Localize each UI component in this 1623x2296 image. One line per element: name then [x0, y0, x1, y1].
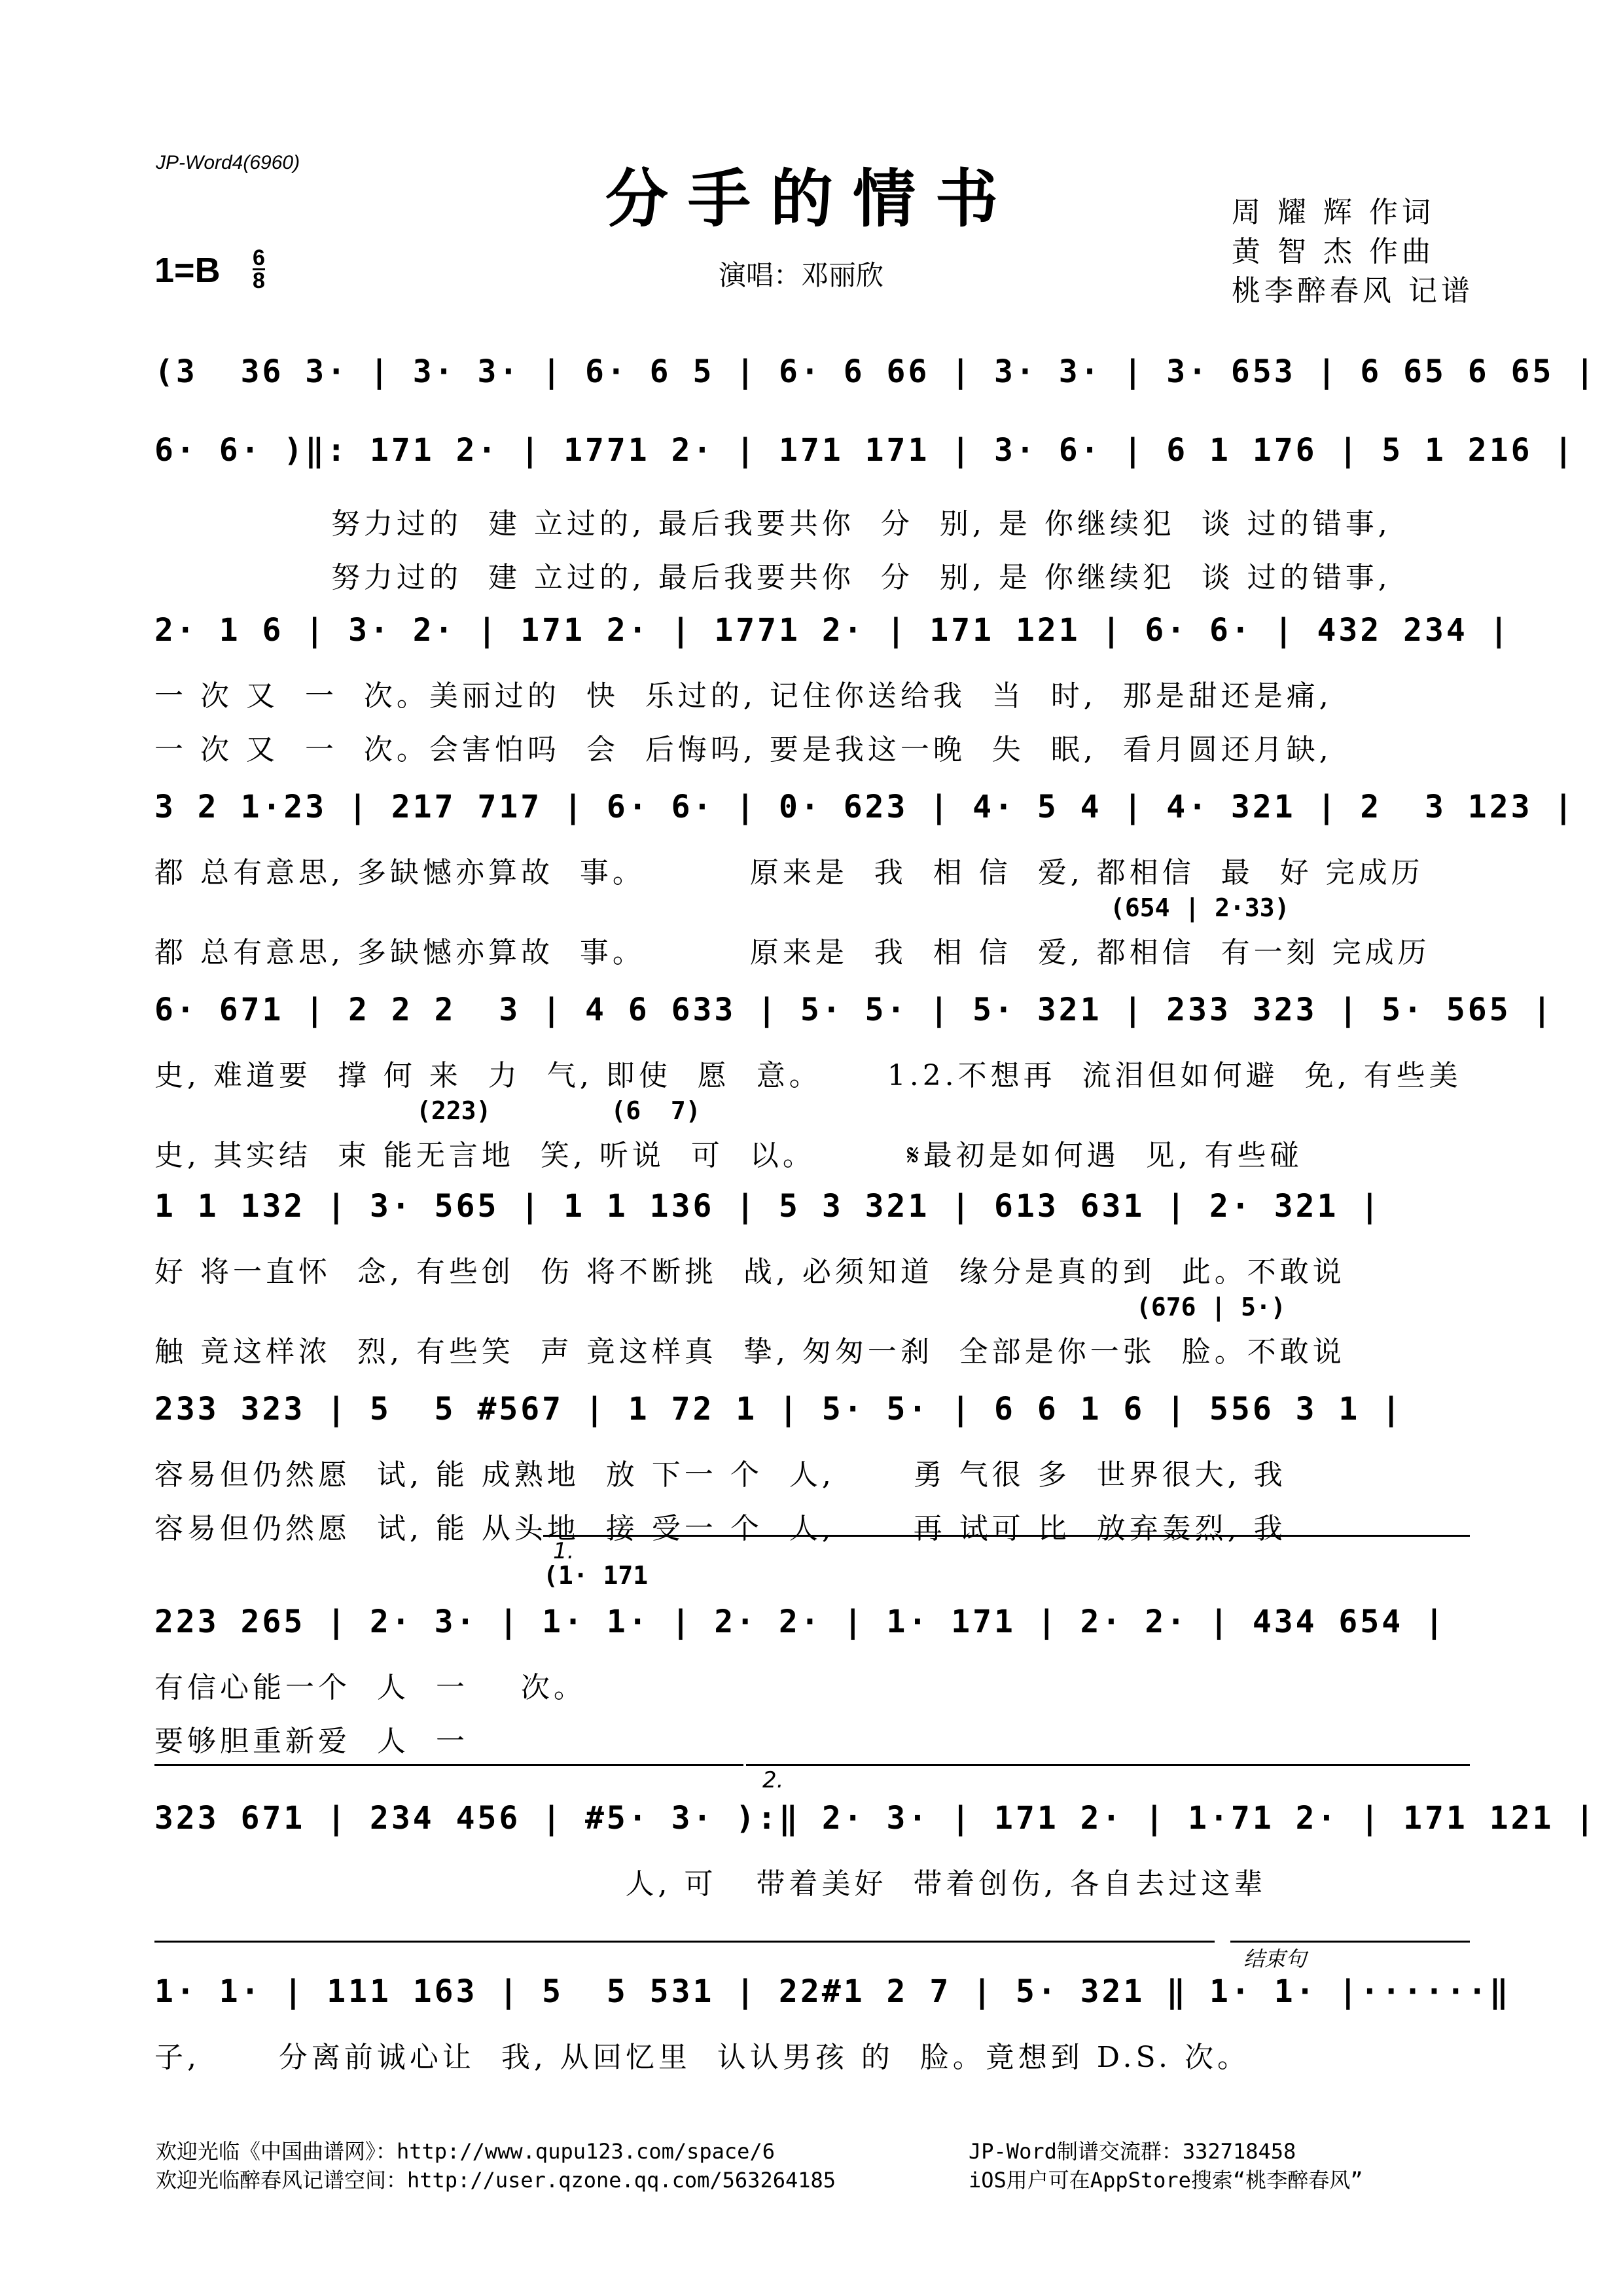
- lyric-line-1: 人, 可 带着美好 带着创伤, 各自去过这辈: [154, 1867, 1267, 1901]
- system-9: [154, 1800, 1597, 1902]
- time-signature: [253, 247, 265, 291]
- footer-line-1-right: JP-Word制谱交流群：332718458: [969, 2139, 1296, 2164]
- system-7: [154, 1391, 1470, 1547]
- notation-line: 323 671 | 234 456 | #5· 3· ):‖ 2· 3· | 171 2· | 1·71 2· | 171 121 |: [154, 1800, 1597, 1837]
- key-signature: 1=B: [154, 251, 221, 290]
- volta-2-label: 2.: [762, 1767, 784, 1793]
- lyric-line-1: 一 次 又 一 次。美丽过的 快 乐过的, 记住你送给我 当 时, 那是甜还是痛,: [154, 679, 1332, 713]
- volta-1-continuation: [154, 1764, 743, 1766]
- lyric-line-2: 触 竟这样浓 烈, 有些笑 声 竟这样真 挚, 匆匆一刹 全部是你一张 脸。不敢说: [154, 1335, 1346, 1369]
- footer-line-1-left: 欢迎光临《中国曲谱网》：http://www.qupu123.com/space/6: [156, 2139, 775, 2164]
- system-5: [154, 992, 1554, 1174]
- notation-line: 6· 6· )‖: 171 2· | 1771 2· | 171 171 | 3· 6· | 6 1 176 | 5 1 216 |: [154, 432, 1576, 469]
- volta-2-continuation: [154, 1941, 1215, 1943]
- volta-1-label: 1.: [553, 1538, 575, 1564]
- footer-line-2-left: 欢迎光临醉春风记谱空间：http://user.qzone.qq.com/563264185: [156, 2168, 836, 2193]
- time-top: 6: [253, 245, 265, 270]
- alternate-notes: (223) (6 7): [416, 1096, 701, 1125]
- lyric-line-2: 都 总有意思, 多缺憾亦算故 事。 原来是 我 相 信 爱, 都相信 有一刻 完成历: [154, 936, 1431, 969]
- lyric-line-1: 好 将一直怀 念, 有些创 伤 将不断挑 战, 必须知道 缘分是真的到 此。不敢说: [154, 1255, 1346, 1289]
- song-title: 分手的情书: [605, 162, 1018, 236]
- lyric-line-2: 史, 其实结 束 能无言地 笑, 听说 可 以。 𝄋最初是如何遇 见, 有些碰: [154, 1139, 1303, 1172]
- system-1: [154, 353, 1597, 390]
- singer-label: 演唱：邓丽欣: [719, 259, 884, 291]
- lyricist: 周 耀 辉 作词: [1232, 196, 1435, 229]
- lyric-line-1: 容易但仍然愿 试, 能 成熟地 放 下一 个 人, 勇 气很 多 世界很大, 我: [154, 1458, 1287, 1492]
- alternate-notes: (654 | 2·33): [1110, 893, 1290, 922]
- notation-line: (3 36 3· | 3· 3· | 6· 6 5 | 6· 6 66 | 3· 3· | 3· 653 | 6 65 6 65 |: [154, 353, 1597, 390]
- notation-line: 2· 1 6 | 3· 2· | 171 2· | 1771 2· | 171 121 | 6· 6· | 432 234 |: [154, 612, 1511, 649]
- lyric-line-1: 努力过的 建 立过的, 最后我要共你 分 别, 是 你继续犯 谈 过的错事,: [331, 507, 1391, 541]
- transcriber: 桃李醉春风 记谱: [1232, 274, 1474, 308]
- volta-1-bracket: [543, 1535, 1470, 1537]
- system-10: [154, 1973, 1511, 2075]
- credits: [1232, 193, 1474, 311]
- volta-alternate-notes: (1· 171: [543, 1561, 649, 1590]
- volta-2-bracket: [746, 1764, 1470, 1766]
- system-8: [154, 1604, 1470, 1759]
- lyric-line-2: 容易但仍然愿 试, 能 从头地 接 受一 个 人, 再 试可 比 放弃轰烈, 我: [154, 1512, 1287, 1545]
- notation-line: 6· 671 | 2 2 2 3 | 4 6 633 | 5· 5· | 5· 321 | 233 323 | 5· 565 |: [154, 992, 1554, 1028]
- time-bottom: 8: [253, 268, 265, 293]
- lyric-line-2: 一 次 又 一 次。会害怕吗 会 后悔吗, 要是我这一晚 失 眠, 看月圆还月缺,: [154, 733, 1332, 766]
- footer-line-2-right: iOS用户可在AppStore搜索“桃李醉春风”: [969, 2168, 1363, 2193]
- alternate-notes: (676 | 5·): [1136, 1293, 1286, 1321]
- notation-line: 223 265 | 2· 3· | 1· 1· | 2· 2· | 1· 171 | 2· 2· | 434 654 |: [154, 1604, 1446, 1640]
- composer: 黄 智 杰 作曲: [1232, 235, 1435, 268]
- notation-line: 3 2 1·23 | 217 717 | 6· 6· | 0· 623 | 4· 5 4 | 4· 321 | 2 3 123 |: [154, 789, 1576, 825]
- coda-label: 结束句: [1243, 1946, 1307, 1971]
- notation-line: 1· 1· | 111 163 | 5 5 531 | 22#1 2 7 | 5· 321 ‖ 1· 1· |······‖: [154, 1973, 1511, 2010]
- software-label: JP-Word4(6960): [156, 152, 300, 173]
- notation-line: 233 323 | 5 5 #567 | 1 72 1 | 5· 5· | 6 6 1 6 | 556 3 1 |: [154, 1391, 1404, 1427]
- system-3: [154, 612, 1511, 768]
- lyric-line-1: 子, 分离前诚心让 我, 从回忆里 认认男孩 的 脸。竟想到 D.S. 次。: [154, 2041, 1251, 2074]
- notation-line: 1 1 132 | 3· 565 | 1 1 136 | 5 3 321 | 613 631 | 2· 321 |: [154, 1188, 1382, 1225]
- system-4: [154, 789, 1576, 971]
- lyric-line-2: 要够胆重新爱 人 一: [154, 1725, 469, 1758]
- lyric-line-1: 都 总有意思, 多缺憾亦算故 事。 原来是 我 相 信 爱, 都相信 最 好 完成历: [154, 856, 1424, 889]
- system-2: [154, 432, 1576, 596]
- lyric-line-1: 有信心能一个 人 一 次。: [154, 1671, 586, 1704]
- lyric-line-2: 努力过的 建 立过的, 最后我要共你 分 别, 是 你继续犯 谈 过的错事,: [331, 561, 1391, 594]
- lyric-line-1: 史, 难道要 撑 何 来 力 气, 即使 愿 意。 1.2.不想再 流泪但如何避 免, 有些美: [154, 1059, 1462, 1092]
- system-6: [154, 1188, 1470, 1370]
